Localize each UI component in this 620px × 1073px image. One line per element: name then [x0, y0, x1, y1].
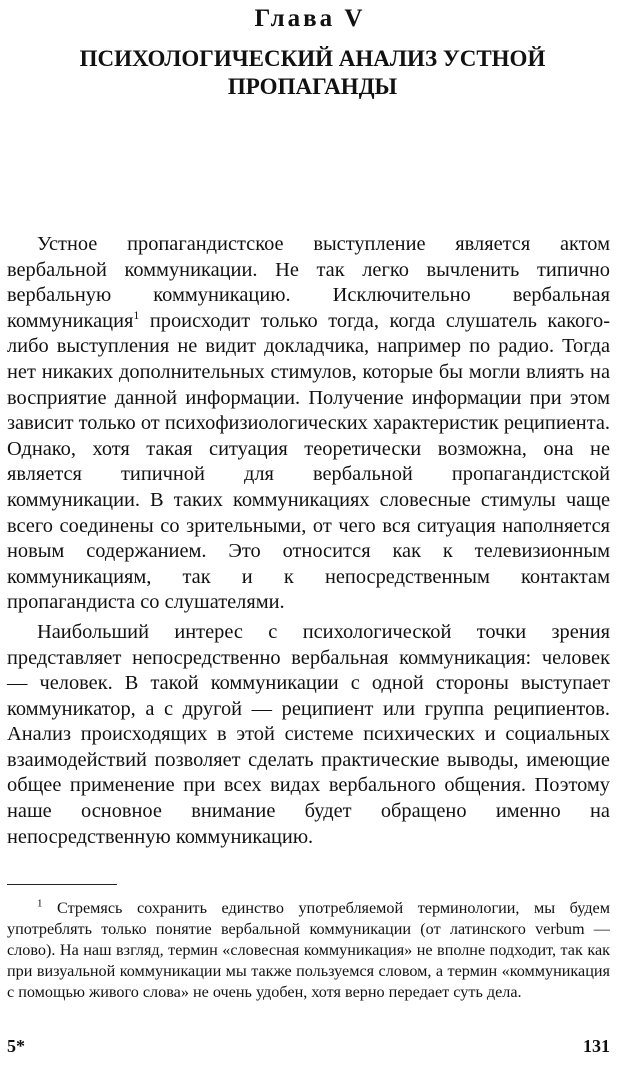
paragraph-1-text-a: Устное пропагандистское выступление является актом вербальной коммуникации. Не так легко вычленить типично вербальную коммуникацию. Исключительно вербальная коммуникация — [7, 233, 610, 332]
main-text — [7, 232, 610, 850]
footnote-reference: 1 — [133, 307, 140, 322]
printer-signature: 5* — [7, 1036, 25, 1056]
footnote-divider — [7, 884, 117, 885]
chapter-label: Глава V — [254, 5, 366, 32]
paragraph-2: Наибольший интерес с психологической точки зрения представляет непосредственно вербальная коммуникация: человек — человек. В такой коммуникации с одной стороны выступает коммуникатор, а с другой — реципиент или группа реципиентов. Анализ происходящих в этой системе психических и социальных взаимодействий позволяет сделать практические выводы, имеющие общее применение при всех видах вербального общения. Поэтому наше основное внимание будет обращено именно на непосредственную коммуникацию. — [7, 620, 610, 848]
paragraph-1 — [7, 232, 610, 616]
footnote-number: 1 — [37, 897, 43, 910]
page-number: 131 — [583, 1036, 610, 1056]
footnote — [7, 898, 610, 1003]
chapter-title: ПСИХОЛОГИЧЕСКИЙ АНАЛИЗ УСТНОЙ ПРОПАГАНДЫ — [79, 46, 546, 99]
paragraph-1-text-b: происходит только тогда, когда слушатель какого-либо выступления не видит докладчика, например по радио. Тогда нет никаких дополнительных стимулов, которые бы могли влиять на восприятие данной информации. Получение информации при этом зависит только от психофизиологических характеристик реципиента. Однако, хотя такая ситуация теоретически возможна, она не является типичной для вербальной пропагандистской коммуникации. В таких коммуникациях словесные стимулы чаще всего соединены со зрительными, от чего вся ситуация наполняется новым содержанием. Это относится как к телевизионным коммуникациям, так и к непосредственным контактам пропагандиста со слушателями. — [7, 309, 610, 614]
footnote-text: Стремясь сохранить единство употребляемой терминологии, мы будем употреблять только понятие вербальной коммуникации (от латинского verbum — слово). На наш взгляд, термин «словесная коммуникация» не вполне подходит, так как при визуальной коммуникации мы также пользуемся словом, а термин «коммуникация с помощью живого слова» не очень удобен, хотя верно передает суть дела. — [7, 899, 610, 1001]
